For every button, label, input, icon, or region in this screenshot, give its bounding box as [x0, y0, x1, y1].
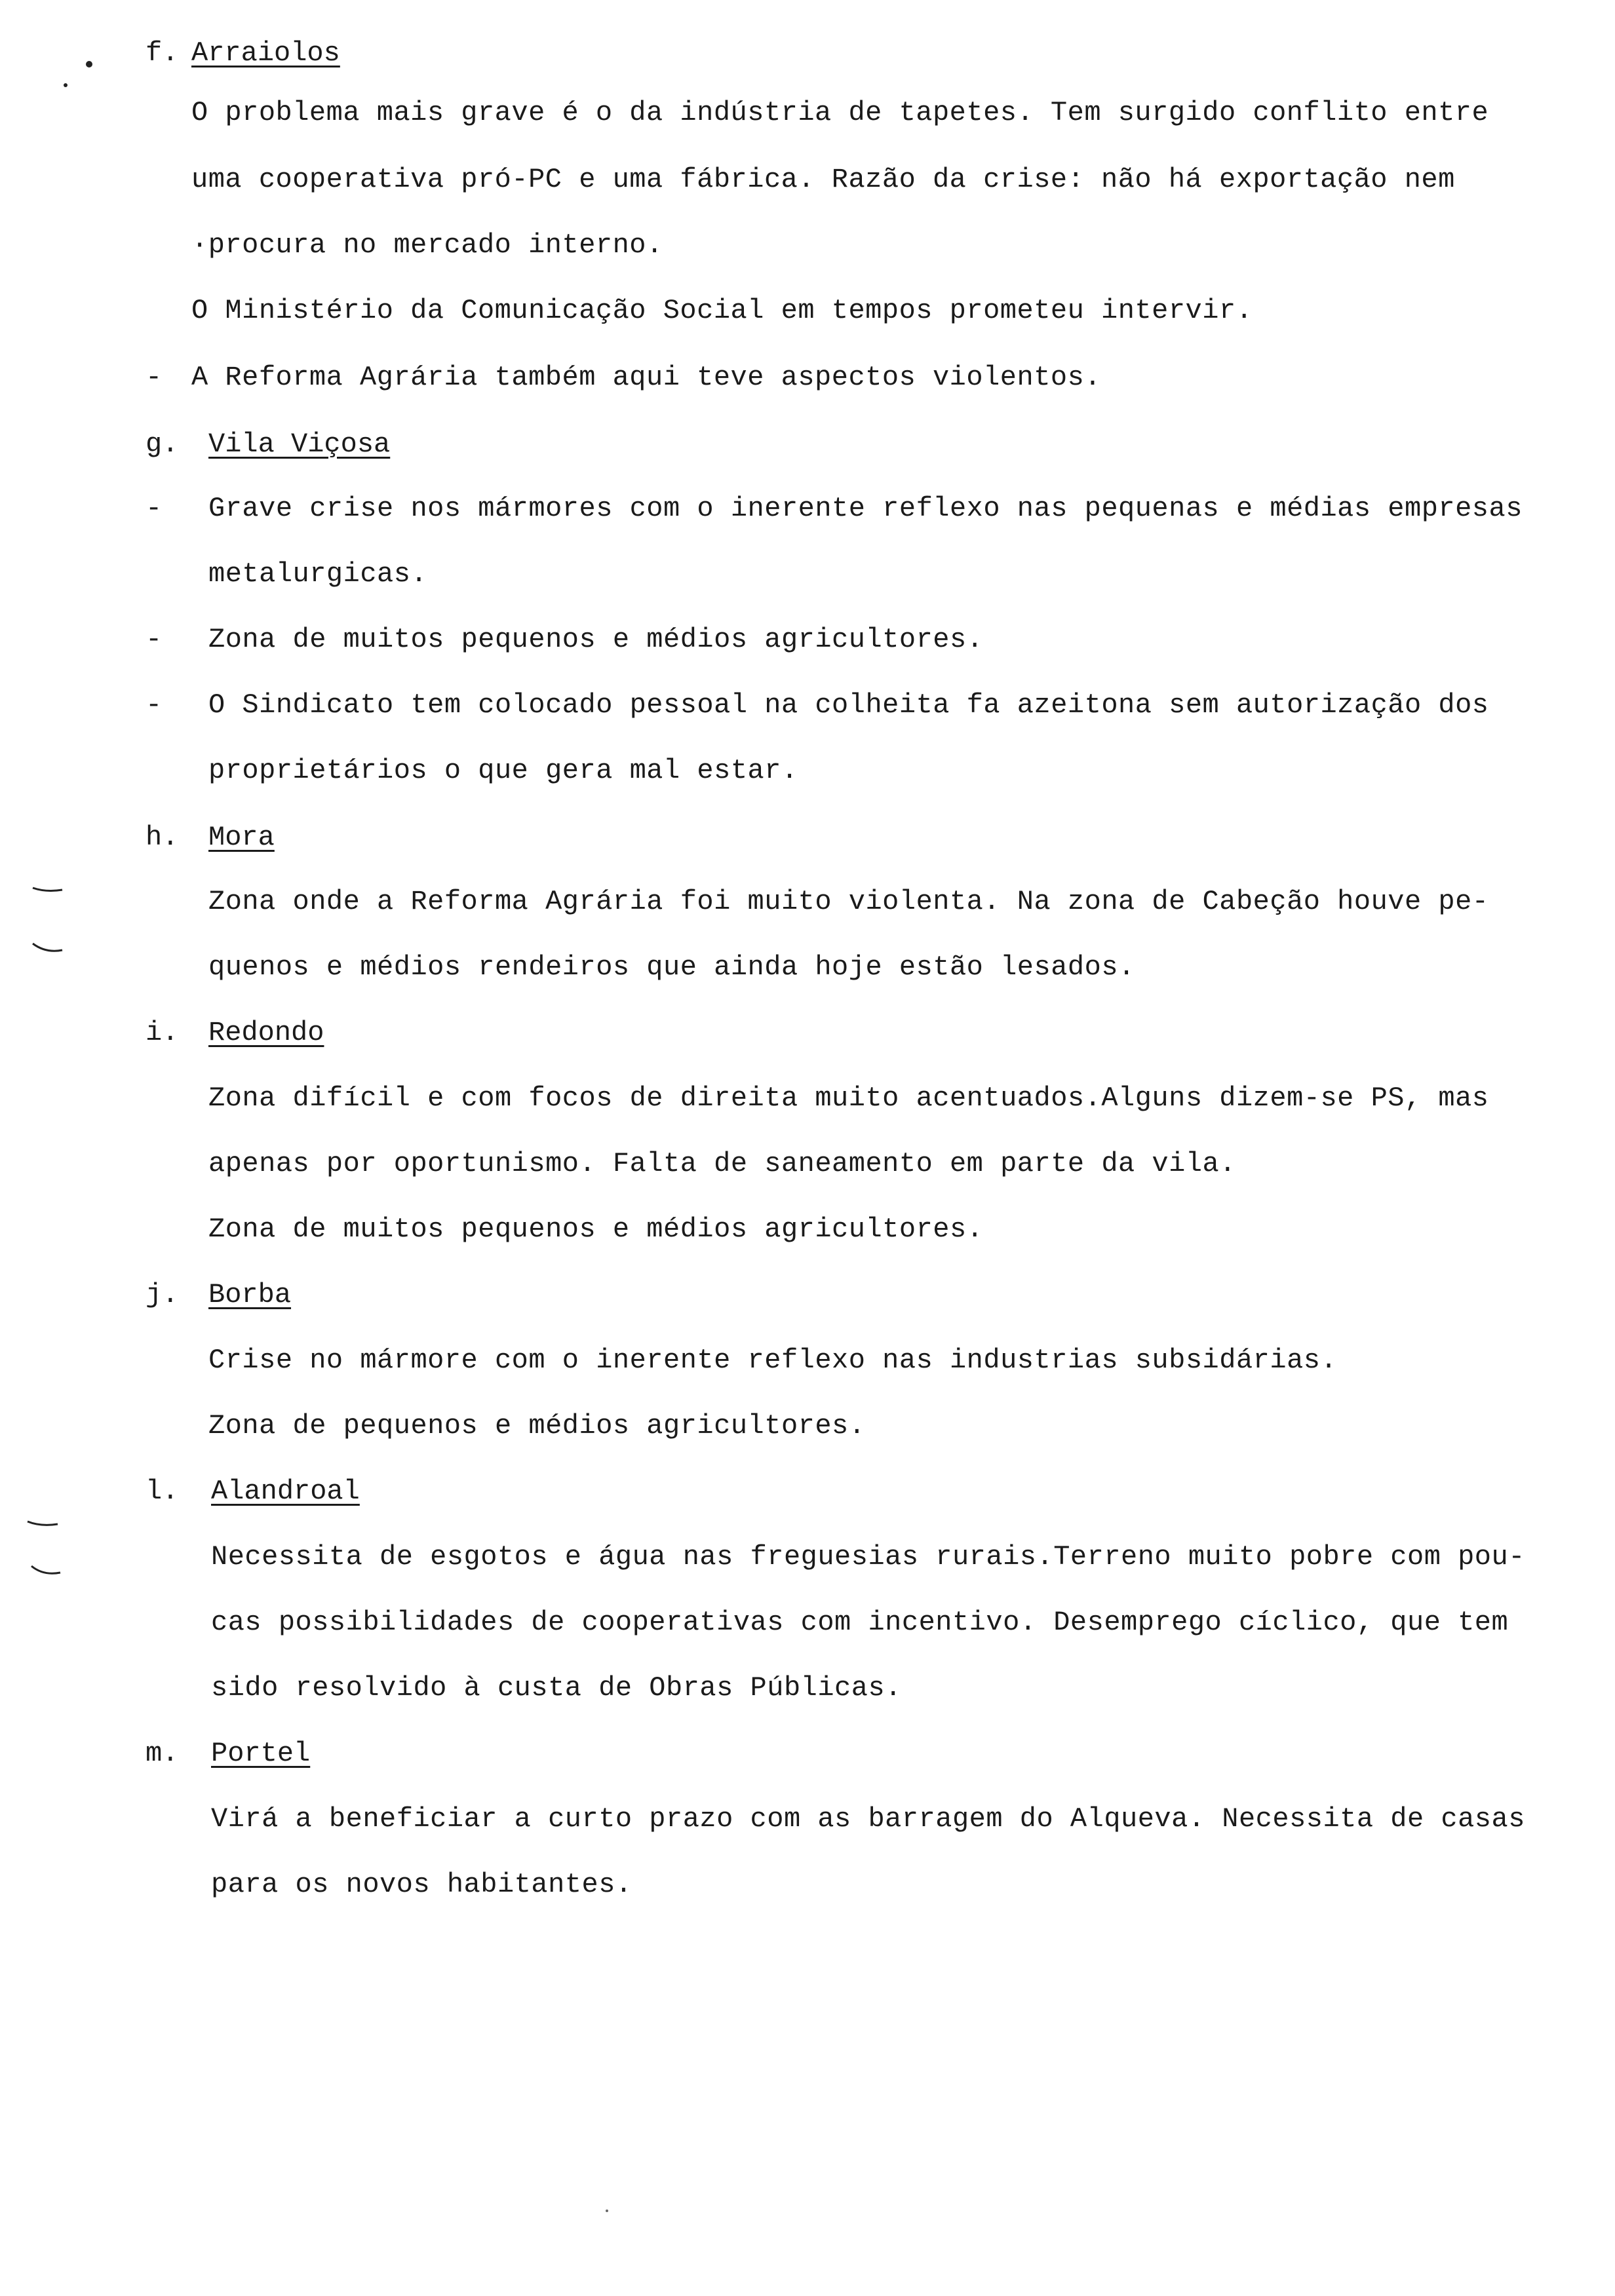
text-line: Zona onde a Reforma Agrária foi muito violenta. Na zona de Cabeção houve pe- — [208, 886, 1489, 917]
section-title: Redondo — [208, 1017, 324, 1048]
text-line: cas possibilidades de cooperativas com incentivo. Desemprego cíclico, que tem — [211, 1607, 1509, 1638]
curve-mark — [28, 1521, 58, 1525]
text-line: Crise no mármore com o inerente reflexo nas industrias subsidárias. — [208, 1345, 1338, 1376]
bullet-text: metalurgicas. — [208, 558, 428, 590]
text-line: O problema mais grave é o da indústria de tapetes. Tem surgido conflito entre — [191, 97, 1489, 128]
bullet-dash: - — [146, 362, 163, 393]
text-line: O Ministério da Comunicação Social em tempos prometeu intervir. — [191, 295, 1253, 326]
section-letter: j. — [146, 1279, 179, 1311]
text-line: apenas por oportunismo. Falta de saneamento em parte da vila. — [208, 1148, 1236, 1179]
section-title: Alandroal — [211, 1476, 360, 1507]
section-letter: g. — [146, 429, 179, 460]
bullet-text: Grave crise nos mármores com o inerente reflexo nas pequenas e médias empresas — [208, 493, 1523, 524]
scan-speck — [600, 2204, 613, 2217]
section-letter: m. — [146, 1738, 179, 1769]
dot-mark — [606, 2210, 608, 2212]
curve-mark — [31, 1566, 60, 1573]
bullet-dash: - — [146, 493, 163, 524]
scan-marks-right — [79, 52, 118, 92]
text-line: para os novos habitantes. — [211, 1869, 632, 1900]
section-letter: l. — [146, 1476, 179, 1507]
text-line: quenos e médios rendeiros que ainda hoje estão lesados. — [208, 951, 1135, 983]
text-line: Zona difícil e com focos de direita muito acentuados.Alguns dizem-se PS, mas — [208, 1082, 1489, 1114]
text-line: Zona de pequenos e médios agricultores. — [208, 1410, 866, 1442]
text-line: Necessita de esgotos e água nas freguesias rurais.Terreno muito pobre com pou- — [211, 1541, 1525, 1573]
text-line: uma cooperativa pró-PC e uma fábrica. Razão da crise: não há exportação nem — [191, 164, 1455, 195]
section-title: Arraiolos — [191, 37, 340, 69]
curve-mark — [33, 888, 62, 890]
bullet-text: Zona de muitos pequenos e médios agricultores. — [208, 624, 984, 655]
dot-mark — [64, 83, 68, 87]
text-line: ·procura no mercado interno. — [191, 229, 663, 261]
text-line: Zona de muitos pequenos e médios agricultores. — [208, 1214, 984, 1245]
section-title: Portel — [211, 1738, 311, 1769]
bullet-text: A Reforma Agrária também aqui teve aspectos violentos. — [191, 362, 1102, 393]
bullet-dash: - — [146, 689, 163, 721]
bullet-text: O Sindicato tem colocado pessoal na colheita fa azeitona sem autorização dos — [208, 689, 1489, 721]
scan-marks — [0, 0, 79, 1638]
bullet-text: proprietários o que gera mal estar. — [208, 755, 798, 786]
section-title: Borba — [208, 1279, 292, 1311]
section-letter: f. — [146, 37, 179, 69]
curve-mark — [33, 944, 62, 951]
section-title: Vila Viçosa — [208, 429, 391, 460]
bullet-dash: - — [146, 624, 163, 655]
section-letter: h. — [146, 822, 179, 853]
section-title: Mora — [208, 822, 275, 853]
section-letter: i. — [146, 1017, 179, 1048]
dot-mark — [86, 61, 92, 67]
text-line: Virá a beneficiar a curto prazo com as barragem do Alqueva. Necessita de casas — [211, 1803, 1525, 1835]
text-line: sido resolvido à custa de Obras Públicas. — [211, 1672, 902, 1704]
